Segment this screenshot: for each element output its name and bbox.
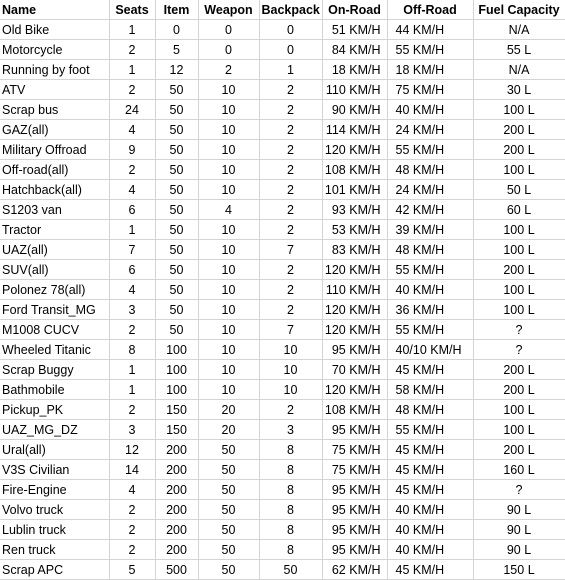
- cell-off-road: 75 KM/H: [387, 80, 473, 100]
- cell-item: 50: [155, 300, 198, 320]
- cell-on-road: 75 KM/H: [322, 460, 387, 480]
- cell-fuel-capacity: 200 L: [473, 360, 565, 380]
- cell-backpack: 2: [259, 120, 322, 140]
- cell-seats: 1: [109, 60, 155, 80]
- cell-name: M1008 CUCV: [0, 320, 109, 340]
- cell-off-road: 55 KM/H: [387, 260, 473, 280]
- cell-off-road: 55 KM/H: [387, 420, 473, 440]
- cell-name: V3S Civilian: [0, 460, 109, 480]
- header-row: [0, 0, 565, 20]
- cell-name: Motorcycle: [0, 40, 109, 60]
- cell-seats: 2: [109, 520, 155, 540]
- cell-off-road: 45 KM/H: [387, 560, 473, 580]
- cell-seats: 12: [109, 440, 155, 460]
- cell-item: 150: [155, 400, 198, 420]
- cell-item: 150: [155, 420, 198, 440]
- cell-on-road: 84 KM/H: [322, 40, 387, 60]
- cell-item: 5: [155, 40, 198, 60]
- table-row: [0, 180, 565, 200]
- cell-backpack: 8: [259, 440, 322, 460]
- table-row: [0, 20, 565, 40]
- table-row: [0, 200, 565, 220]
- cell-seats: 4: [109, 480, 155, 500]
- cell-backpack: 2: [259, 280, 322, 300]
- cell-weapon: 10: [198, 380, 259, 400]
- cell-on-road: 62 KM/H: [322, 560, 387, 580]
- cell-name: UAZ(all): [0, 240, 109, 260]
- cell-weapon: 10: [198, 180, 259, 200]
- table-row: [0, 360, 565, 380]
- cell-fuel-capacity: 200 L: [473, 120, 565, 140]
- cell-backpack: 7: [259, 320, 322, 340]
- cell-on-road: 83 KM/H: [322, 240, 387, 260]
- cell-seats: 2: [109, 160, 155, 180]
- cell-item: 12: [155, 60, 198, 80]
- cell-fuel-capacity: 100 L: [473, 160, 565, 180]
- cell-on-road: 108 KM/H: [322, 400, 387, 420]
- cell-fuel-capacity: 200 L: [473, 260, 565, 280]
- cell-item: 200: [155, 440, 198, 460]
- cell-weapon: 20: [198, 400, 259, 420]
- cell-seats: 1: [109, 380, 155, 400]
- cell-backpack: 2: [259, 140, 322, 160]
- cell-backpack: 3: [259, 420, 322, 440]
- cell-off-road: 42 KM/H: [387, 200, 473, 220]
- cell-seats: 9: [109, 140, 155, 160]
- cell-weapon: 2: [198, 60, 259, 80]
- cell-fuel-capacity: ?: [473, 480, 565, 500]
- cell-backpack: 0: [259, 20, 322, 40]
- table-row: [0, 60, 565, 80]
- cell-item: 100: [155, 360, 198, 380]
- cell-seats: 4: [109, 180, 155, 200]
- header-item: Item: [155, 0, 198, 20]
- cell-on-road: 93 KM/H: [322, 200, 387, 220]
- cell-off-road: 48 KM/H: [387, 240, 473, 260]
- cell-off-road: 40 KM/H: [387, 280, 473, 300]
- cell-seats: 3: [109, 300, 155, 320]
- cell-seats: 3: [109, 420, 155, 440]
- cell-on-road: 120 KM/H: [322, 380, 387, 400]
- table-row: [0, 240, 565, 260]
- cell-off-road: 45 KM/H: [387, 360, 473, 380]
- cell-fuel-capacity: 160 L: [473, 460, 565, 480]
- cell-seats: 2: [109, 80, 155, 100]
- table-row: [0, 340, 565, 360]
- cell-off-road: 48 KM/H: [387, 160, 473, 180]
- cell-fuel-capacity: 90 L: [473, 500, 565, 520]
- cell-weapon: 50: [198, 560, 259, 580]
- cell-name: Volvo truck: [0, 500, 109, 520]
- cell-seats: 8: [109, 340, 155, 360]
- cell-off-road: 44 KM/H: [387, 20, 473, 40]
- cell-seats: 2: [109, 540, 155, 560]
- table-row: [0, 120, 565, 140]
- cell-backpack: 10: [259, 380, 322, 400]
- cell-seats: 2: [109, 40, 155, 60]
- cell-backpack: 8: [259, 500, 322, 520]
- cell-name: Bathmobile: [0, 380, 109, 400]
- cell-name: ATV: [0, 80, 109, 100]
- cell-name: Fire-Engine: [0, 480, 109, 500]
- cell-item: 50: [155, 240, 198, 260]
- cell-fuel-capacity: N/A: [473, 20, 565, 40]
- table-row: [0, 140, 565, 160]
- table-row: [0, 500, 565, 520]
- table-row: [0, 300, 565, 320]
- cell-weapon: 10: [198, 260, 259, 280]
- cell-backpack: 50: [259, 560, 322, 580]
- cell-name: Tractor: [0, 220, 109, 240]
- cell-fuel-capacity: N/A: [473, 60, 565, 80]
- cell-on-road: 110 KM/H: [322, 280, 387, 300]
- table-row: [0, 520, 565, 540]
- cell-on-road: 95 KM/H: [322, 500, 387, 520]
- cell-weapon: 10: [198, 160, 259, 180]
- cell-item: 50: [155, 260, 198, 280]
- cell-off-road: 40 KM/H: [387, 540, 473, 560]
- cell-weapon: 10: [198, 340, 259, 360]
- cell-weapon: 50: [198, 540, 259, 560]
- cell-name: Off-road(all): [0, 160, 109, 180]
- cell-on-road: 90 KM/H: [322, 100, 387, 120]
- cell-name: Pickup_PK: [0, 400, 109, 420]
- cell-name: Running by foot: [0, 60, 109, 80]
- table-row: [0, 400, 565, 420]
- cell-seats: 7: [109, 240, 155, 260]
- cell-off-road: 55 KM/H: [387, 320, 473, 340]
- cell-off-road: 48 KM/H: [387, 400, 473, 420]
- cell-weapon: 10: [198, 300, 259, 320]
- table-row: [0, 220, 565, 240]
- cell-fuel-capacity: 100 L: [473, 280, 565, 300]
- cell-off-road: 40 KM/H: [387, 100, 473, 120]
- cell-backpack: 8: [259, 480, 322, 500]
- cell-off-road: 45 KM/H: [387, 460, 473, 480]
- header-fuel-capacity: Fuel Capacity: [473, 0, 565, 20]
- cell-on-road: 53 KM/H: [322, 220, 387, 240]
- cell-name: UAZ_MG_DZ: [0, 420, 109, 440]
- cell-backpack: 2: [259, 160, 322, 180]
- table-row: [0, 280, 565, 300]
- cell-backpack: 8: [259, 460, 322, 480]
- cell-item: 50: [155, 100, 198, 120]
- cell-fuel-capacity: 200 L: [473, 140, 565, 160]
- cell-seats: 1: [109, 20, 155, 40]
- cell-name: SUV(all): [0, 260, 109, 280]
- header-off-road: Off-Road: [387, 0, 473, 20]
- table-row: [0, 440, 565, 460]
- cell-name: Lublin truck: [0, 520, 109, 540]
- table-row: [0, 460, 565, 480]
- table-row: [0, 560, 565, 580]
- cell-off-road: 24 KM/H: [387, 180, 473, 200]
- cell-off-road: 24 KM/H: [387, 120, 473, 140]
- cell-name: Scrap APC: [0, 560, 109, 580]
- cell-backpack: 2: [259, 200, 322, 220]
- cell-backpack: 7: [259, 240, 322, 260]
- cell-on-road: 95 KM/H: [322, 540, 387, 560]
- cell-off-road: 40/10 KM/H: [387, 340, 473, 360]
- cell-seats: 1: [109, 220, 155, 240]
- cell-item: 200: [155, 500, 198, 520]
- cell-on-road: 75 KM/H: [322, 440, 387, 460]
- cell-item: 50: [155, 180, 198, 200]
- cell-on-road: 18 KM/H: [322, 60, 387, 80]
- cell-name: Scrap bus: [0, 100, 109, 120]
- cell-fuel-capacity: 55 L: [473, 40, 565, 60]
- cell-seats: 5: [109, 560, 155, 580]
- cell-weapon: 10: [198, 320, 259, 340]
- table-row: [0, 380, 565, 400]
- table-body: [0, 20, 565, 580]
- cell-on-road: 51 KM/H: [322, 20, 387, 40]
- table-row: [0, 420, 565, 440]
- cell-weapon: 0: [198, 40, 259, 60]
- cell-item: 50: [155, 280, 198, 300]
- header-on-road: On-Road: [322, 0, 387, 20]
- cell-backpack: 8: [259, 540, 322, 560]
- cell-off-road: 55 KM/H: [387, 40, 473, 60]
- cell-item: 200: [155, 540, 198, 560]
- cell-weapon: 4: [198, 200, 259, 220]
- cell-on-road: 95 KM/H: [322, 480, 387, 500]
- cell-weapon: 50: [198, 460, 259, 480]
- cell-backpack: 2: [259, 80, 322, 100]
- table-row: [0, 80, 565, 100]
- cell-seats: 6: [109, 260, 155, 280]
- cell-item: 200: [155, 480, 198, 500]
- cell-backpack: 0: [259, 40, 322, 60]
- cell-item: 50: [155, 200, 198, 220]
- cell-seats: 4: [109, 280, 155, 300]
- cell-fuel-capacity: 100 L: [473, 100, 565, 120]
- cell-name: Hatchback(all): [0, 180, 109, 200]
- table-row: [0, 480, 565, 500]
- header-name: Name: [0, 0, 109, 20]
- cell-weapon: 10: [198, 240, 259, 260]
- cell-weapon: 10: [198, 140, 259, 160]
- cell-on-road: 70 KM/H: [322, 360, 387, 380]
- cell-item: 500: [155, 560, 198, 580]
- cell-fuel-capacity: 100 L: [473, 420, 565, 440]
- cell-off-road: 58 KM/H: [387, 380, 473, 400]
- cell-off-road: 40 KM/H: [387, 520, 473, 540]
- table-row: [0, 160, 565, 180]
- cell-fuel-capacity: 60 L: [473, 200, 565, 220]
- cell-backpack: 10: [259, 340, 322, 360]
- cell-item: 50: [155, 320, 198, 340]
- cell-backpack: 2: [259, 260, 322, 280]
- cell-on-road: 120 KM/H: [322, 300, 387, 320]
- cell-fuel-capacity: 30 L: [473, 80, 565, 100]
- cell-weapon: 10: [198, 360, 259, 380]
- cell-item: 0: [155, 20, 198, 40]
- cell-name: Ural(all): [0, 440, 109, 460]
- cell-item: 200: [155, 460, 198, 480]
- cell-fuel-capacity: ?: [473, 340, 565, 360]
- cell-off-road: 45 KM/H: [387, 480, 473, 500]
- cell-name: GAZ(all): [0, 120, 109, 140]
- cell-on-road: 110 KM/H: [322, 80, 387, 100]
- cell-weapon: 10: [198, 80, 259, 100]
- cell-on-road: 120 KM/H: [322, 260, 387, 280]
- cell-weapon: 50: [198, 520, 259, 540]
- cell-item: 100: [155, 380, 198, 400]
- cell-backpack: 2: [259, 300, 322, 320]
- cell-on-road: 120 KM/H: [322, 320, 387, 340]
- cell-off-road: 55 KM/H: [387, 140, 473, 160]
- cell-weapon: 20: [198, 420, 259, 440]
- cell-item: 50: [155, 80, 198, 100]
- cell-off-road: 39 KM/H: [387, 220, 473, 240]
- cell-weapon: 10: [198, 280, 259, 300]
- cell-seats: 6: [109, 200, 155, 220]
- cell-weapon: 10: [198, 100, 259, 120]
- cell-backpack: 1: [259, 60, 322, 80]
- cell-item: 200: [155, 520, 198, 540]
- cell-weapon: 10: [198, 220, 259, 240]
- cell-fuel-capacity: 100 L: [473, 240, 565, 260]
- cell-on-road: 120 KM/H: [322, 140, 387, 160]
- cell-seats: 1: [109, 360, 155, 380]
- cell-off-road: 36 KM/H: [387, 300, 473, 320]
- cell-fuel-capacity: 100 L: [473, 400, 565, 420]
- cell-seats: 24: [109, 100, 155, 120]
- cell-backpack: 10: [259, 360, 322, 380]
- cell-weapon: 0: [198, 20, 259, 40]
- cell-backpack: 2: [259, 180, 322, 200]
- cell-fuel-capacity: 200 L: [473, 440, 565, 460]
- table-row: [0, 320, 565, 340]
- table-row: [0, 260, 565, 280]
- cell-fuel-capacity: 150 L: [473, 560, 565, 580]
- cell-off-road: 45 KM/H: [387, 440, 473, 460]
- cell-fuel-capacity: 100 L: [473, 300, 565, 320]
- header-backpack: Backpack: [259, 0, 322, 20]
- cell-on-road: 114 KM/H: [322, 120, 387, 140]
- cell-name: Old Bike: [0, 20, 109, 40]
- cell-item: 100: [155, 340, 198, 360]
- cell-weapon: 50: [198, 440, 259, 460]
- header-weapon: Weapon: [198, 0, 259, 20]
- cell-seats: 4: [109, 120, 155, 140]
- cell-item: 50: [155, 220, 198, 240]
- cell-backpack: 8: [259, 520, 322, 540]
- cell-name: Ren truck: [0, 540, 109, 560]
- cell-on-road: 95 KM/H: [322, 340, 387, 360]
- table-row: [0, 40, 565, 60]
- cell-backpack: 2: [259, 400, 322, 420]
- cell-name: Wheeled Titanic: [0, 340, 109, 360]
- cell-fuel-capacity: 200 L: [473, 380, 565, 400]
- cell-item: 50: [155, 160, 198, 180]
- cell-fuel-capacity: 100 L: [473, 220, 565, 240]
- cell-name: Ford Transit_MG: [0, 300, 109, 320]
- cell-on-road: 95 KM/H: [322, 520, 387, 540]
- cell-on-road: 108 KM/H: [322, 160, 387, 180]
- cell-name: Polonez 78(all): [0, 280, 109, 300]
- cell-name: S1203 van: [0, 200, 109, 220]
- cell-weapon: 10: [198, 120, 259, 140]
- cell-backpack: 2: [259, 100, 322, 120]
- cell-fuel-capacity: 50 L: [473, 180, 565, 200]
- cell-on-road: 95 KM/H: [322, 420, 387, 440]
- cell-off-road: 40 KM/H: [387, 500, 473, 520]
- cell-item: 50: [155, 120, 198, 140]
- table-row: [0, 100, 565, 120]
- cell-name: Military Offroad: [0, 140, 109, 160]
- cell-seats: 2: [109, 400, 155, 420]
- header-seats: Seats: [109, 0, 155, 20]
- cell-off-road: 18 KM/H: [387, 60, 473, 80]
- cell-fuel-capacity: 90 L: [473, 520, 565, 540]
- cell-on-road: 101 KM/H: [322, 180, 387, 200]
- cell-fuel-capacity: ?: [473, 320, 565, 340]
- cell-item: 50: [155, 140, 198, 160]
- cell-weapon: 50: [198, 480, 259, 500]
- cell-seats: 2: [109, 500, 155, 520]
- cell-seats: 2: [109, 320, 155, 340]
- cell-weapon: 50: [198, 500, 259, 520]
- table-row: [0, 540, 565, 560]
- cell-fuel-capacity: 90 L: [473, 540, 565, 560]
- cell-seats: 14: [109, 460, 155, 480]
- cell-backpack: 2: [259, 220, 322, 240]
- cell-name: Scrap Buggy: [0, 360, 109, 380]
